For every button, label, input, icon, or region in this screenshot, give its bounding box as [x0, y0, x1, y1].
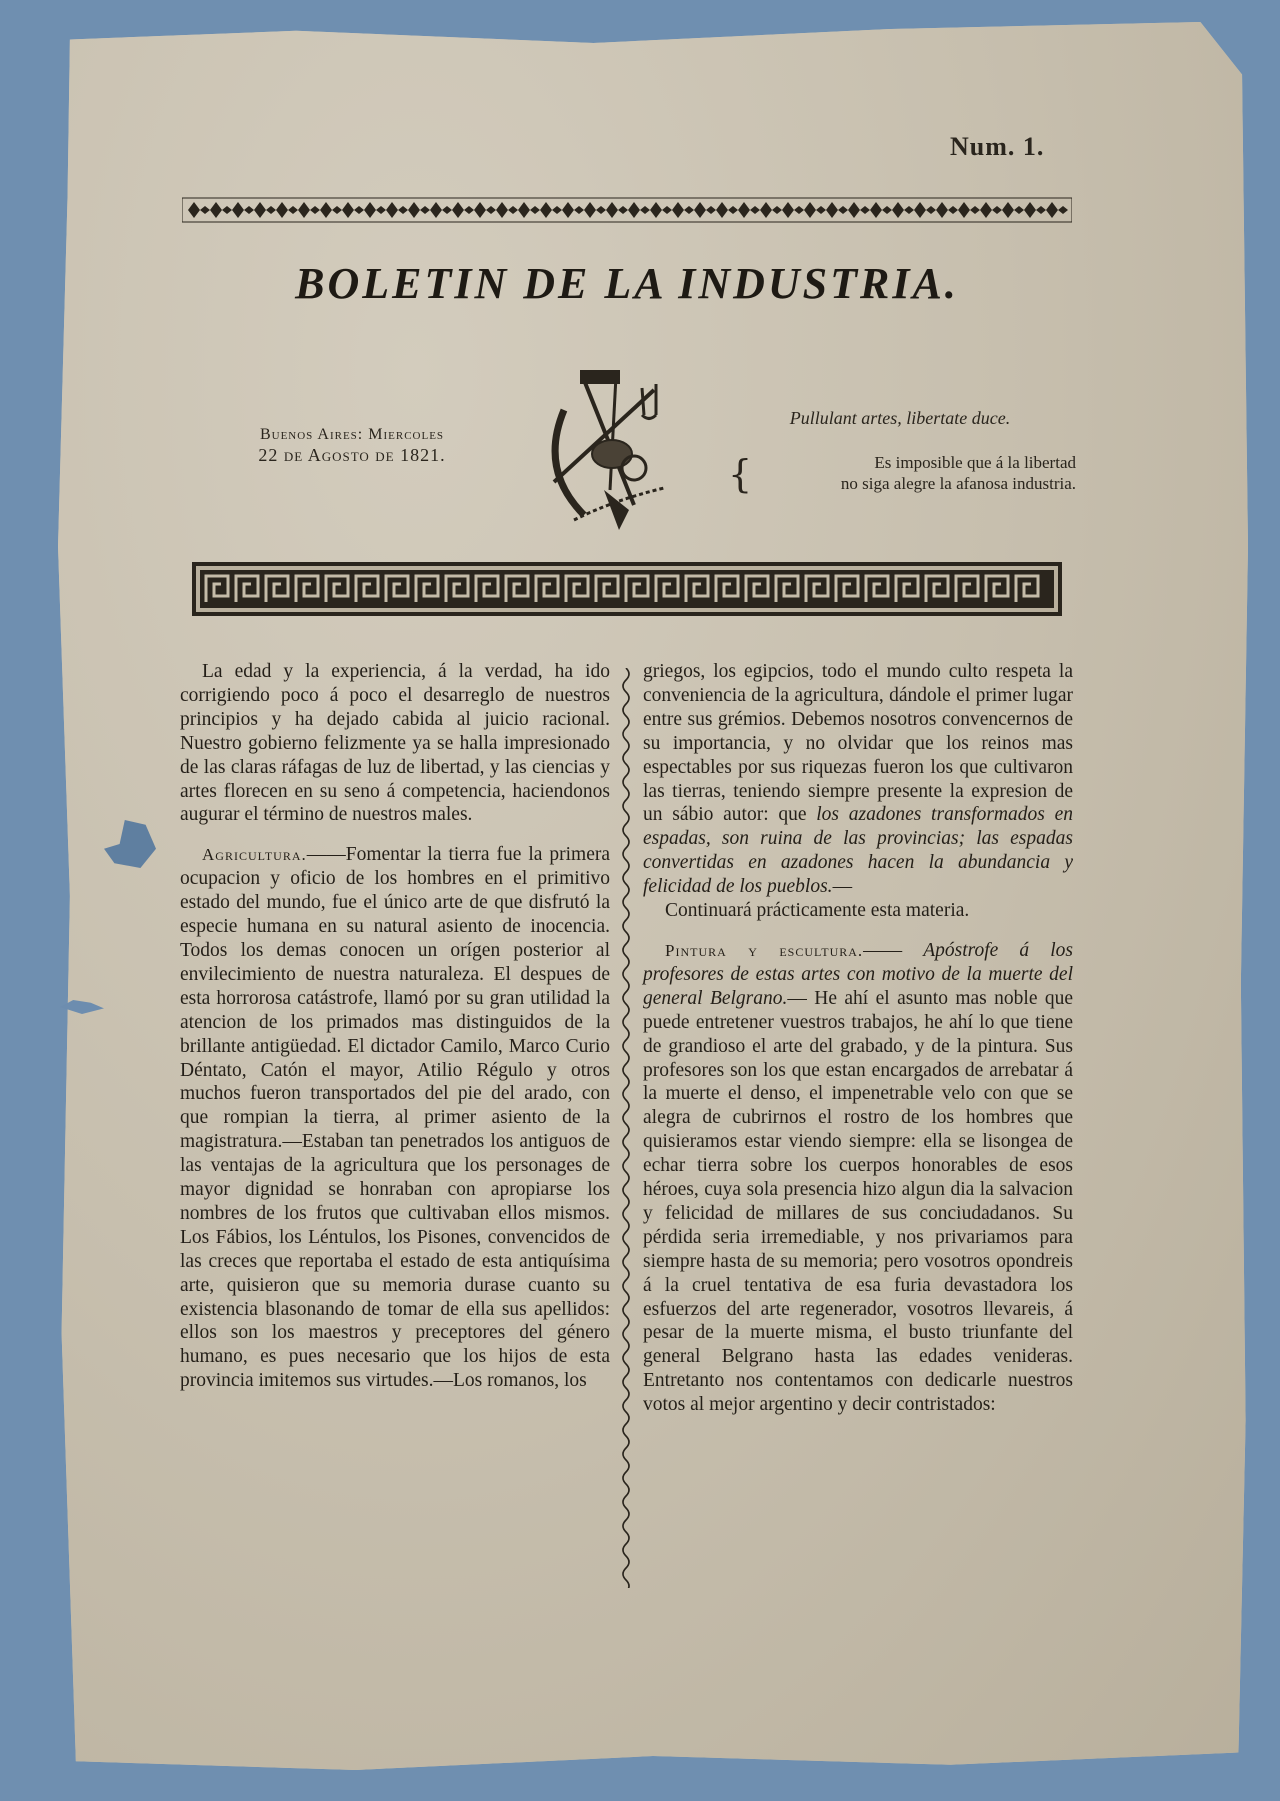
pintura-paragraph: Pintura y escultura.—— Apóstrofe á los profesores de estas artes con motivo de la muerte del general Belgrano.— He ahí el asunto mas noble que puede entretener vuestros trabajos, he ahí lo que tiene de grandioso el arte del grabado, y de la pintura. Sus profesores son los que estan encargados de arrebatar á la muerte el denso, el impenetrable velo con que se alegra de cubrirnos el rostro de los hombres que quisieramos estar viendo siempre: ella se lisongea de echar tierra sobre los cuerpos honorables de esos héroes, cuya sola presencia hizo algun dia la salvacion y felicidad de millares de sus conciudadanos. Su pérdida seria irremediable, y nos privariamos para siempre hasta de su memoria; pero vosotros opondreis á la cruel tentativa de esa furia devastadora los esfuerzos del arte regenerador, vosotros llevareis, á pesar de la muerte misma, el busto triunfante del general Belgrano hasta las edades venideras. Entretanto nos contentamos con dedicarle nuestros votos al mejor argentino y decir contristados:: [643, 939, 1074, 1416]
agricultura-text: ——Fomentar la tierra fue la primera ocupacion y oficio de los hombres en el primitivo estado del mundo, fue el único arte de que disfrutó la especie humana en su natural asiento de inocencia. Todos los demas conocen un orígen posterior al envilecimiento de nuestra naturaleza. El despues de esta horrorosa catástrofe, llamó por su gran utilidad la atencion de los primados mas distinguidos de la brillante antigüedad. El dictador Camilo, Marco Curio Déntato, Catón el mayor, Atilio Régulo y otros muchos fueron transportados del pie del arado, con que rompian la tierra, al primer asiento de la magistratura.—Estaban tan penetrados los antiguos de las ventajas de la agricultura que los personages de mayor dignidad se honraban con apropiarse los nombres de los frutos que cultivaban ellos mismos. Los Fábios, los Léntulos, los Pisones, convencidos de las creces que reportaba el estado de esta antiquísima arte, quisieron que su memoria durase cuanto su existencia blasonando de tomar de ella sus apellidos: ellos son los maestros y preceptores del género humano, es pues necesario que los hijos de esta provincia imitemos sus virtudes.—Los romanos, los: [180, 844, 610, 1392]
agricultural-tools-emblem-icon: [544, 370, 684, 530]
spanish-motto-line-1: Es imposible que á la libertad: [874, 453, 1076, 472]
quotation: los azadones transformados en espadas, son ruina de las provincias; las espadas convertidas en azadones hacen la abundancia y felicidad de los pueblos.: [643, 804, 1073, 898]
pintura-heading: Pintura y escultura.: [665, 940, 864, 960]
floral-ornament-band: [182, 196, 1072, 224]
pintura-text: — He ahí el asunto mas noble que puede entretener vuestros trabajos, he ahí lo que tiene de grandioso el arte del grabado, y de la pintura. Sus profesores son los que estan encargados de arrebatar á la muerte el denso, el impenetrable velo con que se alegra de cubrirnos el rostro de los hombres que quisieramos estar viendo siempre: ella se lisongea de echar tierra sobre los cuerpos honorables de esos héroes, cuya sola presencia hizo algun dia la salvacion y felicidad de millares de sus conciudadanos. Su pérdida seria irremediable, y nos privariamos para siempre hasta de su memoria; pero vosotros opondreis á la cruel tentativa de esa furia devastadora los esfuerzos del arte regenerador, vosotros llevareis, á pesar de la muerte misma, el busto triunfante del general Belgrano hasta las edades venideras. Entretanto nos contentamos con dedicarle nuestros votos al mejor argentino y decir contristados:: [643, 987, 1074, 1416]
dateline-date: 22 de Agosto de 1821.: [258, 445, 446, 465]
continuation-paragraph: griegos, los egipcios, todo el mundo culto respeta la conveniencia de la agricultura, dándole el primer lugar entre sus grémios. Debemos nosotros convencernos de su importancia, y no olvidar que los reinos mas espectables por sus riquezas fueron los que cultivaron las tierras, teniendo siempre presente la expresion de un sábio autor: que los azadones transformados en espadas, son ruina de las provincias; las espadas convertidas en azadones hacen la abundancia y felicidad de los pueblos.—: [643, 661, 1073, 898]
brace-glyph: {: [728, 452, 753, 496]
agricultura-heading: Agricultura.: [202, 845, 307, 865]
dateline-place: Buenos Aires: Miercoles: [259, 426, 445, 443]
pintura-subtitle: Apóstrofe á los profesores de estas artes con motivo de la muerte del general Belgrano.: [643, 939, 1073, 1009]
wavy-column-divider: [618, 668, 634, 1588]
greek-key-border: [192, 562, 1062, 616]
latin-motto: Pullulant artes, libertate duce.: [789, 408, 1011, 428]
continuara-note: Continuará prácticamente esta materia.: [665, 900, 970, 922]
spanish-motto-line-2: no siga alegre la afanosa industria.: [840, 474, 1076, 493]
left-column: [180, 660, 610, 1393]
issue-number: Num. 1.: [950, 132, 1045, 161]
right-column: [643, 660, 1073, 1417]
agricultura-paragraph: [180, 843, 610, 1393]
dateline: [222, 424, 482, 466]
intro-paragraph: La edad y la experiencia, á la verdad, ha ido corrigiendo poco á poco el desarreglo de nuestros principios y ha dejado cabida al juicio racional. Nuestro gobierno felizmente ya se halla impresionado de las claras ráfagas de luz de libertad, y las ciencias y artes florecen en su seno á competencia, haciendonos augurar el término de nuestros males.: [180, 661, 610, 826]
spanish-motto: [746, 452, 1076, 494]
newspaper-title: BOLETIN DE LA INDUSTRIA.: [295, 259, 959, 308]
